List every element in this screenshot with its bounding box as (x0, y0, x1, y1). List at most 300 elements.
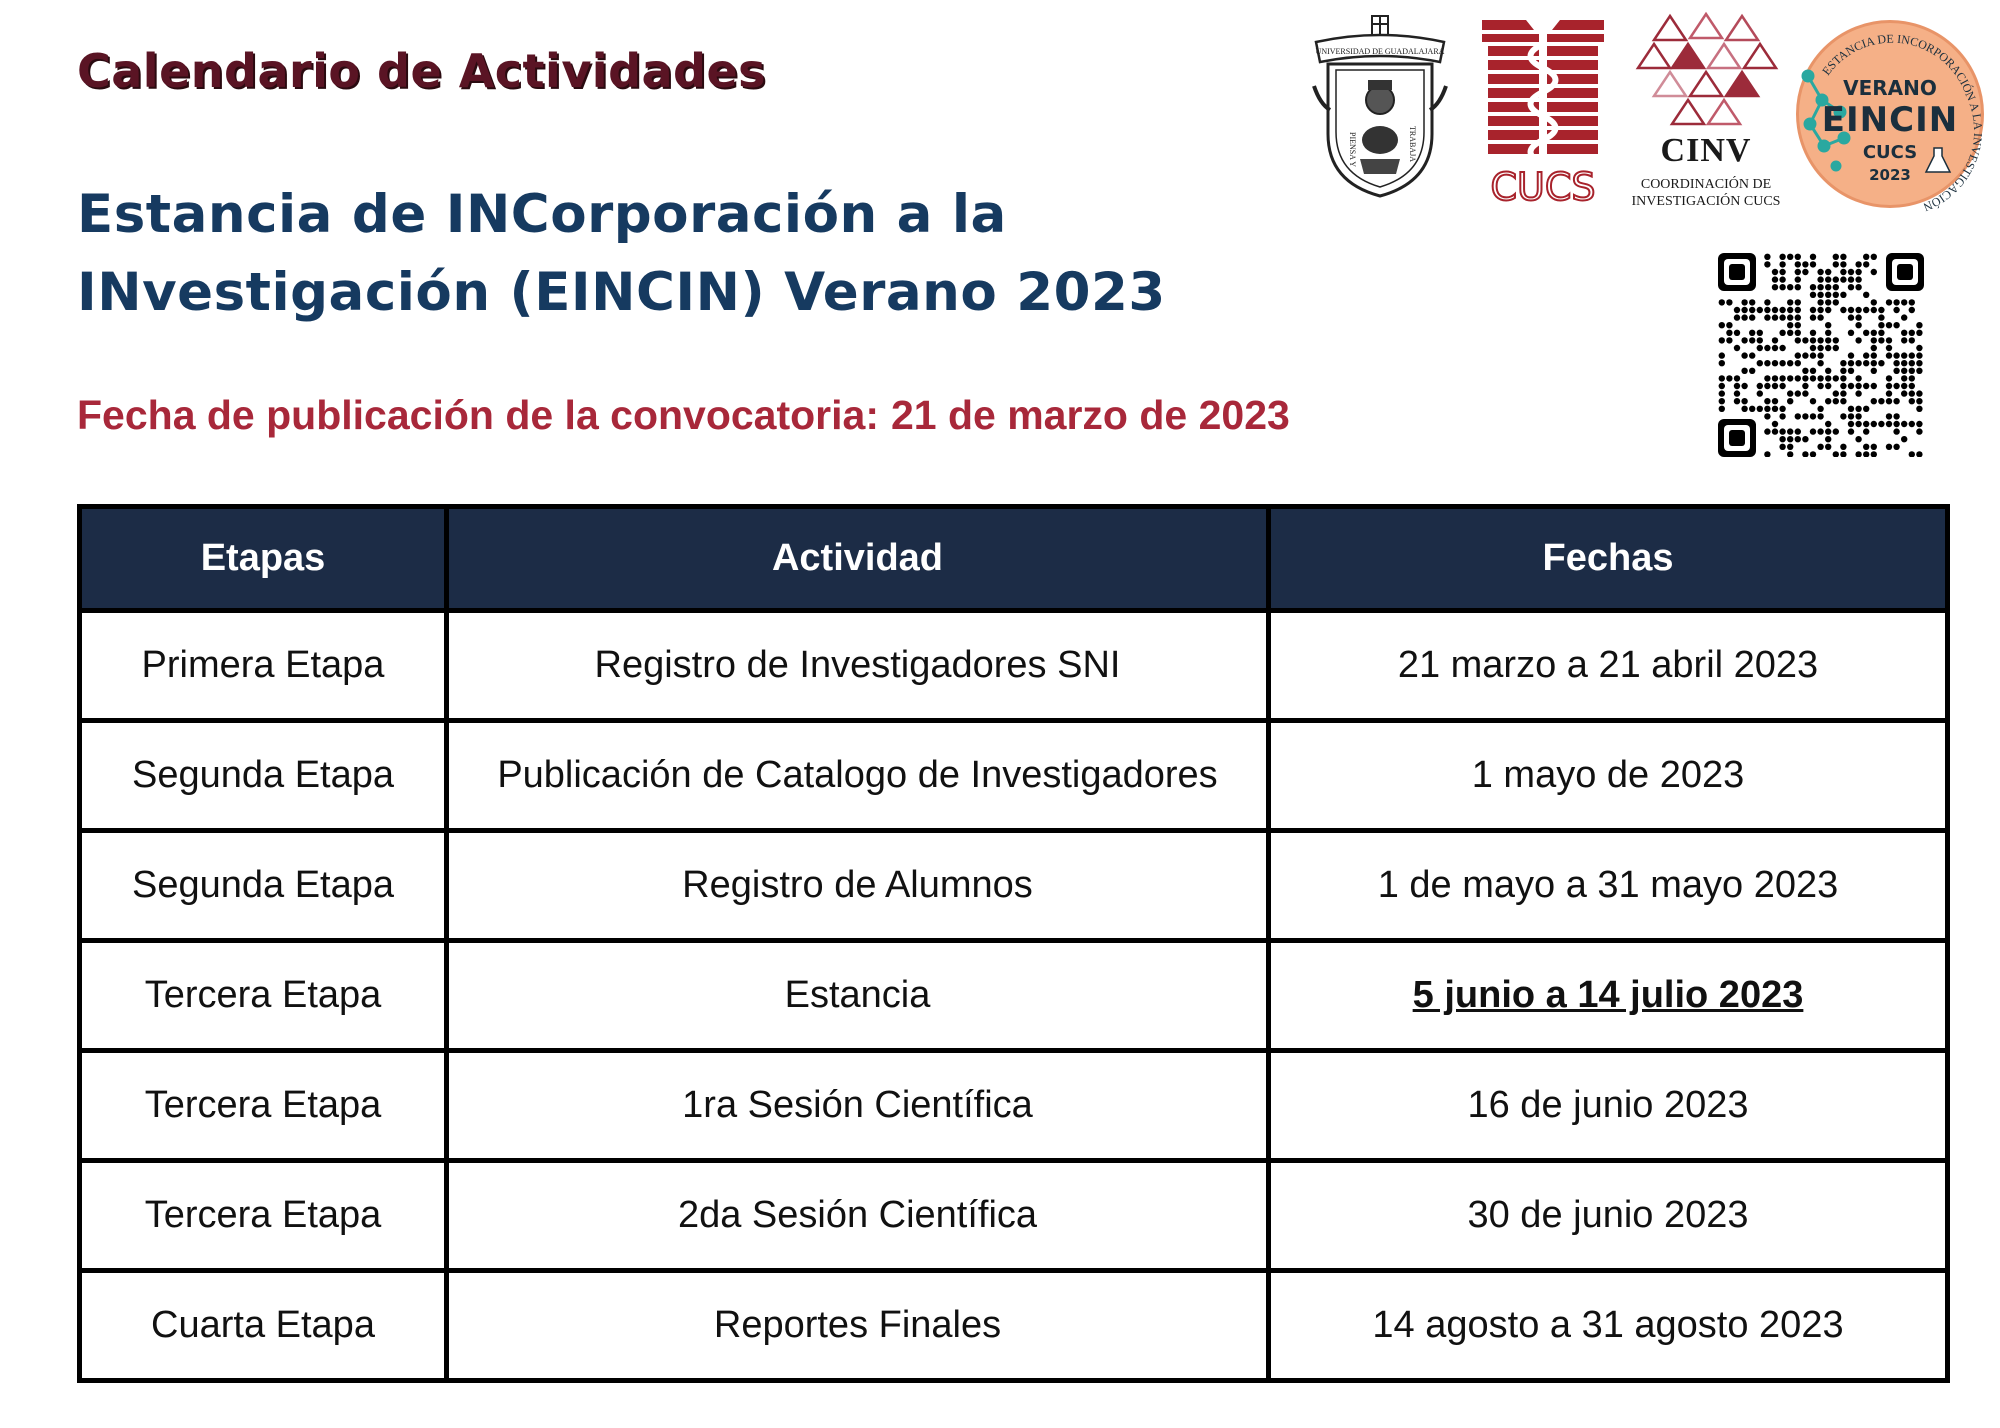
qr-module (1802, 383, 1808, 389)
qr-module (1779, 269, 1785, 275)
qr-module (1863, 444, 1869, 450)
qr-module (1772, 428, 1778, 434)
qr-module (1719, 337, 1725, 343)
qr-module (1772, 345, 1778, 351)
qr-module (1734, 314, 1740, 320)
qr-module (1878, 398, 1884, 404)
qr-module (1764, 413, 1770, 419)
qr-module (1719, 390, 1725, 396)
page-title-line-2: INvestigación (EINCIN) Verano 2023 (77, 262, 1166, 323)
table-row (80, 721, 1948, 831)
stage-cell: Tercera Etapa (80, 941, 447, 1051)
qr-module (1802, 352, 1808, 358)
qr-module (1787, 398, 1793, 404)
qr-module (1817, 375, 1823, 381)
qr-module (1833, 398, 1839, 404)
qr-module (1795, 360, 1801, 366)
qr-module (1916, 368, 1922, 374)
qr-module (1764, 345, 1770, 351)
qr-module (1825, 284, 1831, 290)
qr-module (1855, 314, 1861, 320)
qr-module (1886, 322, 1892, 328)
qr-module (1795, 276, 1801, 282)
qr-module (1855, 337, 1861, 343)
qr-module (1840, 276, 1846, 282)
qr-module (1871, 345, 1877, 351)
qr-module (1893, 368, 1899, 374)
qr-module (1764, 360, 1770, 366)
activity-cell: Reportes Finales (447, 1271, 1269, 1381)
activity-cell: Estancia (447, 941, 1269, 1051)
qr-module (1741, 314, 1747, 320)
qr-module (1787, 322, 1793, 328)
qr-module (1741, 398, 1747, 404)
qr-module (1916, 360, 1922, 366)
qr-module (1863, 292, 1869, 298)
date-cell: 14 agosto a 31 agosto 2023 (1269, 1271, 1948, 1381)
qr-module (1909, 375, 1915, 381)
qr-module (1855, 436, 1861, 442)
qr-module (1779, 360, 1785, 366)
qr-module (1787, 299, 1793, 305)
qr-module (1848, 360, 1854, 366)
table-row (80, 831, 1948, 941)
qr-module (1848, 383, 1854, 389)
qr-module (1916, 406, 1922, 412)
qr-module (1833, 428, 1839, 434)
qr-module (1878, 314, 1884, 320)
qr-module (1795, 314, 1801, 320)
qr-module (1901, 314, 1907, 320)
qr-module (1855, 375, 1861, 381)
date-cell: 16 de junio 2023 (1269, 1051, 1948, 1161)
date-cell: 1 mayo de 2023 (1269, 721, 1948, 831)
eincin-badge-logo (1788, 16, 1992, 212)
qr-module (1848, 406, 1854, 412)
qr-module (1871, 337, 1877, 343)
qr-module (1916, 352, 1922, 358)
qr-module (1795, 428, 1801, 434)
qr-module (1726, 375, 1732, 381)
qr-module (1734, 383, 1740, 389)
qr-module (1840, 292, 1846, 298)
qr-module (1840, 451, 1846, 457)
qr-module (1817, 444, 1823, 450)
qr-module (1840, 375, 1846, 381)
qr-module (1863, 254, 1869, 260)
qr-module (1871, 383, 1877, 389)
qr-module (1817, 383, 1823, 389)
qr-module (1825, 421, 1831, 427)
qr-module (1719, 383, 1725, 389)
qr-module (1734, 398, 1740, 404)
cinv-line-2: INVESTIGACIÓN CUCS (1631, 194, 1781, 209)
qr-module (1779, 261, 1785, 267)
qr-module (1863, 406, 1869, 412)
qr-module (1893, 444, 1899, 450)
eincin-verano: VERANO (1843, 76, 1937, 100)
qr-module (1840, 269, 1846, 275)
stage-cell: Tercera Etapa (80, 1051, 447, 1161)
qr-module (1795, 307, 1801, 313)
stage-cell: Segunda Etapa (80, 831, 447, 941)
qr-module (1817, 360, 1823, 366)
eincin-name: EINCIN (1821, 100, 1959, 140)
qr-module (1734, 345, 1740, 351)
qr-module (1779, 375, 1785, 381)
qr-module (1749, 406, 1755, 412)
qr-module (1772, 314, 1778, 320)
qr-module (1871, 444, 1877, 450)
qr-module (1802, 436, 1808, 442)
qr-module (1863, 352, 1869, 358)
qr-module (1886, 352, 1892, 358)
table-header-row (80, 507, 1948, 611)
qr-module (1871, 330, 1877, 336)
qr-module (1810, 352, 1816, 358)
qr-module (1810, 413, 1816, 419)
cucs-logo (1478, 14, 1608, 204)
qr-module (1772, 269, 1778, 275)
qr-module (1764, 406, 1770, 412)
header-etapas: Etapas (80, 507, 447, 611)
qr-module (1825, 330, 1831, 336)
qr-module (1825, 375, 1831, 381)
qr-module (1863, 330, 1869, 336)
qr-module (1893, 421, 1899, 427)
qr-module (1833, 451, 1839, 457)
qr-module (1833, 299, 1839, 305)
qr-module (1840, 307, 1846, 313)
cinv-line-1: COORDINACIÓN DE (1640, 177, 1772, 192)
qr-module (1840, 444, 1846, 450)
qr-module (1764, 314, 1770, 320)
qr-module (1741, 368, 1747, 374)
qr-module (1772, 398, 1778, 404)
qr-module (1901, 368, 1907, 374)
qr-module (1833, 254, 1839, 260)
qr-module (1719, 360, 1725, 366)
qr-module (1855, 307, 1861, 313)
qr-module (1893, 413, 1899, 419)
qr-module (1734, 307, 1740, 313)
qr-module (1848, 269, 1854, 275)
qr-module (1886, 345, 1892, 351)
qr-module (1916, 322, 1922, 328)
qr-module (1757, 390, 1763, 396)
qr-module (1848, 413, 1854, 419)
qr-module (1772, 337, 1778, 343)
date-cell: 30 de junio 2023 (1269, 1161, 1948, 1271)
qr-module (1779, 330, 1785, 336)
qr-module (1833, 261, 1839, 267)
qr-module (1779, 254, 1785, 260)
qr-module (1802, 375, 1808, 381)
qr-module (1848, 276, 1854, 282)
qr-module (1878, 360, 1884, 366)
qr-module (1909, 352, 1915, 358)
qr-module (1802, 413, 1808, 419)
qr-module (1825, 269, 1831, 275)
qr-module (1833, 390, 1839, 396)
activity-cell: Publicación de Catalogo de Investigadores (447, 721, 1269, 831)
qr-module (1757, 337, 1763, 343)
qr-module (1772, 360, 1778, 366)
qr-module (1779, 284, 1785, 290)
qr-module (1764, 428, 1770, 434)
publication-date (77, 392, 1290, 439)
table-row (80, 941, 1948, 1051)
qr-module (1817, 284, 1823, 290)
qr-module (1764, 299, 1770, 305)
qr-module (1810, 337, 1816, 343)
qr-module (1810, 330, 1816, 336)
qr-module (1795, 337, 1801, 343)
qr-module (1772, 383, 1778, 389)
qr-module (1817, 345, 1823, 351)
publication-date-value: 21 de marzo de 2023 (890, 392, 1290, 438)
qr-module (1893, 360, 1899, 366)
qr-module (1779, 383, 1785, 389)
qr-module (1871, 368, 1877, 374)
qr-module (1825, 436, 1831, 442)
qr-module (1848, 284, 1854, 290)
qr-module (1848, 352, 1854, 358)
qr-module (1825, 276, 1831, 282)
qr-module (1909, 398, 1915, 404)
qr-module (1825, 337, 1831, 343)
qr-module (1810, 345, 1816, 351)
qr-module (1833, 292, 1839, 298)
qr-module (1863, 307, 1869, 313)
qr-module (1893, 383, 1899, 389)
qr-module (1764, 254, 1770, 260)
qr-module (1787, 330, 1793, 336)
qr-module (1817, 413, 1823, 419)
date-cell: 21 marzo a 21 abril 2023 (1269, 611, 1948, 721)
qr-module (1855, 451, 1861, 457)
qr-module (1855, 360, 1861, 366)
qr-module (1764, 307, 1770, 313)
qr-module (1757, 345, 1763, 351)
qr-module (1795, 269, 1801, 275)
page-title-line-1: Estancia de INCorporación a la (77, 184, 1007, 245)
qr-module (1901, 436, 1907, 442)
qr-module (1878, 337, 1884, 343)
svg-text:ESTANCIA DE INCORPORACIÓN A LA: ESTANCIA DE INCORPORACIÓN A LA INVESTIGACIÓN (1819, 31, 1986, 212)
qr-module (1779, 436, 1785, 442)
qr-module (1825, 428, 1831, 434)
qr-module (1795, 413, 1801, 419)
qr-module (1810, 451, 1816, 457)
qr-module (1840, 413, 1846, 419)
qr-module (1741, 352, 1747, 358)
qr-module (1855, 421, 1861, 427)
qr-module (1817, 352, 1823, 358)
qr-module (1795, 436, 1801, 442)
qr-code-icon[interactable] (1718, 253, 1924, 457)
stage-cell: Cuarta Etapa (80, 1271, 447, 1381)
qr-module (1719, 398, 1725, 404)
qr-module (1825, 322, 1831, 328)
qr-module (1825, 368, 1831, 374)
qr-module (1840, 390, 1846, 396)
qr-module (1764, 383, 1770, 389)
qr-module (1893, 307, 1899, 313)
qr-module (1886, 375, 1892, 381)
qr-module (1909, 421, 1915, 427)
qr-module (1825, 307, 1831, 313)
qr-module (1886, 337, 1892, 343)
qr-module (1787, 444, 1793, 450)
qr-module (1886, 299, 1892, 305)
qr-module (1916, 345, 1922, 351)
qr-module (1764, 261, 1770, 267)
qr-module (1772, 276, 1778, 282)
qr-module (1901, 383, 1907, 389)
qr-module (1901, 375, 1907, 381)
stage-cell: Segunda Etapa (80, 721, 447, 831)
qr-module (1840, 368, 1846, 374)
qr-module (1871, 398, 1877, 404)
activity-cell: 1ra Sesión Científica (447, 1051, 1269, 1161)
qr-module (1840, 261, 1846, 267)
qr-module (1855, 413, 1861, 419)
qr-module (1787, 436, 1793, 442)
activity-cell: Registro de Investigadores SNI (447, 611, 1269, 721)
qr-module (1734, 390, 1740, 396)
qr-module (1901, 352, 1907, 358)
qr-module (1779, 345, 1785, 351)
qr-module (1772, 307, 1778, 313)
qr-module (1757, 406, 1763, 412)
qr-module (1795, 254, 1801, 260)
qr-module (1833, 345, 1839, 351)
qr-module (1848, 314, 1854, 320)
qr-module (1833, 337, 1839, 343)
qr-module (1825, 292, 1831, 298)
qr-module (1878, 330, 1884, 336)
qr-module (1840, 383, 1846, 389)
qr-module (1779, 276, 1785, 282)
qr-module (1863, 383, 1869, 389)
qr-module (1764, 451, 1770, 457)
qr-module (1909, 390, 1915, 396)
qr-module (1741, 383, 1747, 389)
qr-module (1817, 299, 1823, 305)
calendar-title: Calendario de Actividades (77, 44, 767, 98)
qr-module (1810, 398, 1816, 404)
qr-module (1909, 368, 1915, 374)
qr-module (1916, 421, 1922, 427)
qr-module (1749, 337, 1755, 343)
qr-module (1802, 261, 1808, 267)
eincin-year: 2023 (1869, 166, 1911, 184)
qr-module (1886, 413, 1892, 419)
qr-module (1795, 390, 1801, 396)
svg-text:UNIVERSIDAD DE GUADALAJARA: UNIVERSIDAD DE GUADALAJARA (1315, 47, 1445, 56)
qr-module (1734, 330, 1740, 336)
qr-module (1871, 451, 1877, 457)
qr-module (1726, 299, 1732, 305)
qr-module (1757, 330, 1763, 336)
qr-module (1871, 360, 1877, 366)
qr-module (1878, 322, 1884, 328)
qr-module (1779, 428, 1785, 434)
qr-module (1878, 421, 1884, 427)
qr-module (1863, 421, 1869, 427)
qr-module (1779, 444, 1785, 450)
qr-module (1795, 284, 1801, 290)
qr-module (1719, 406, 1725, 412)
qr-module (1855, 406, 1861, 412)
activities-table (77, 504, 1950, 1383)
qr-module (1741, 299, 1747, 305)
qr-module (1833, 284, 1839, 290)
qr-module (1871, 421, 1877, 427)
qr-module (1787, 375, 1793, 381)
qr-module (1787, 451, 1793, 457)
qr-module (1893, 428, 1899, 434)
qr-module (1817, 314, 1823, 320)
qr-module (1840, 398, 1846, 404)
qr-module (1764, 398, 1770, 404)
qr-module (1886, 390, 1892, 396)
qr-module (1734, 375, 1740, 381)
qr-module (1779, 307, 1785, 313)
qr-module (1840, 360, 1846, 366)
svg-text:PIENSA Y: PIENSA Y (1348, 132, 1357, 168)
qr-module (1787, 314, 1793, 320)
page-title (77, 176, 1297, 332)
qr-module (1817, 307, 1823, 313)
qr-module (1909, 451, 1915, 457)
qr-module (1848, 368, 1854, 374)
qr-module (1802, 368, 1808, 374)
qr-module (1772, 284, 1778, 290)
qr-module (1863, 261, 1869, 267)
qr-module (1909, 307, 1915, 313)
qr-module (1916, 451, 1922, 457)
qr-module (1787, 284, 1793, 290)
qr-module (1757, 383, 1763, 389)
qr-module (1787, 360, 1793, 366)
udg-seal-logo (1310, 14, 1450, 200)
qr-module (1795, 330, 1801, 336)
publication-label: Fecha de publicación de la convocatoria: (77, 392, 879, 438)
qr-module (1855, 390, 1861, 396)
qr-module (1871, 352, 1877, 358)
qr-module (1810, 307, 1816, 313)
qr-module (1855, 383, 1861, 389)
qr-module (1817, 269, 1823, 275)
qr-module (1825, 299, 1831, 305)
cinv-logo (1624, 10, 1788, 209)
qr-module (1795, 375, 1801, 381)
qr-module (1795, 322, 1801, 328)
qr-module (1871, 254, 1877, 260)
qr-module (1848, 330, 1854, 336)
qr-module (1825, 345, 1831, 351)
qr-module (1916, 390, 1922, 396)
svg-text:CUCS: CUCS (1490, 165, 1596, 204)
qr-module (1772, 421, 1778, 427)
table-row (80, 1051, 1948, 1161)
qr-module (1893, 299, 1899, 305)
qr-module (1787, 428, 1793, 434)
qr-module (1825, 398, 1831, 404)
qr-module (1810, 375, 1816, 381)
